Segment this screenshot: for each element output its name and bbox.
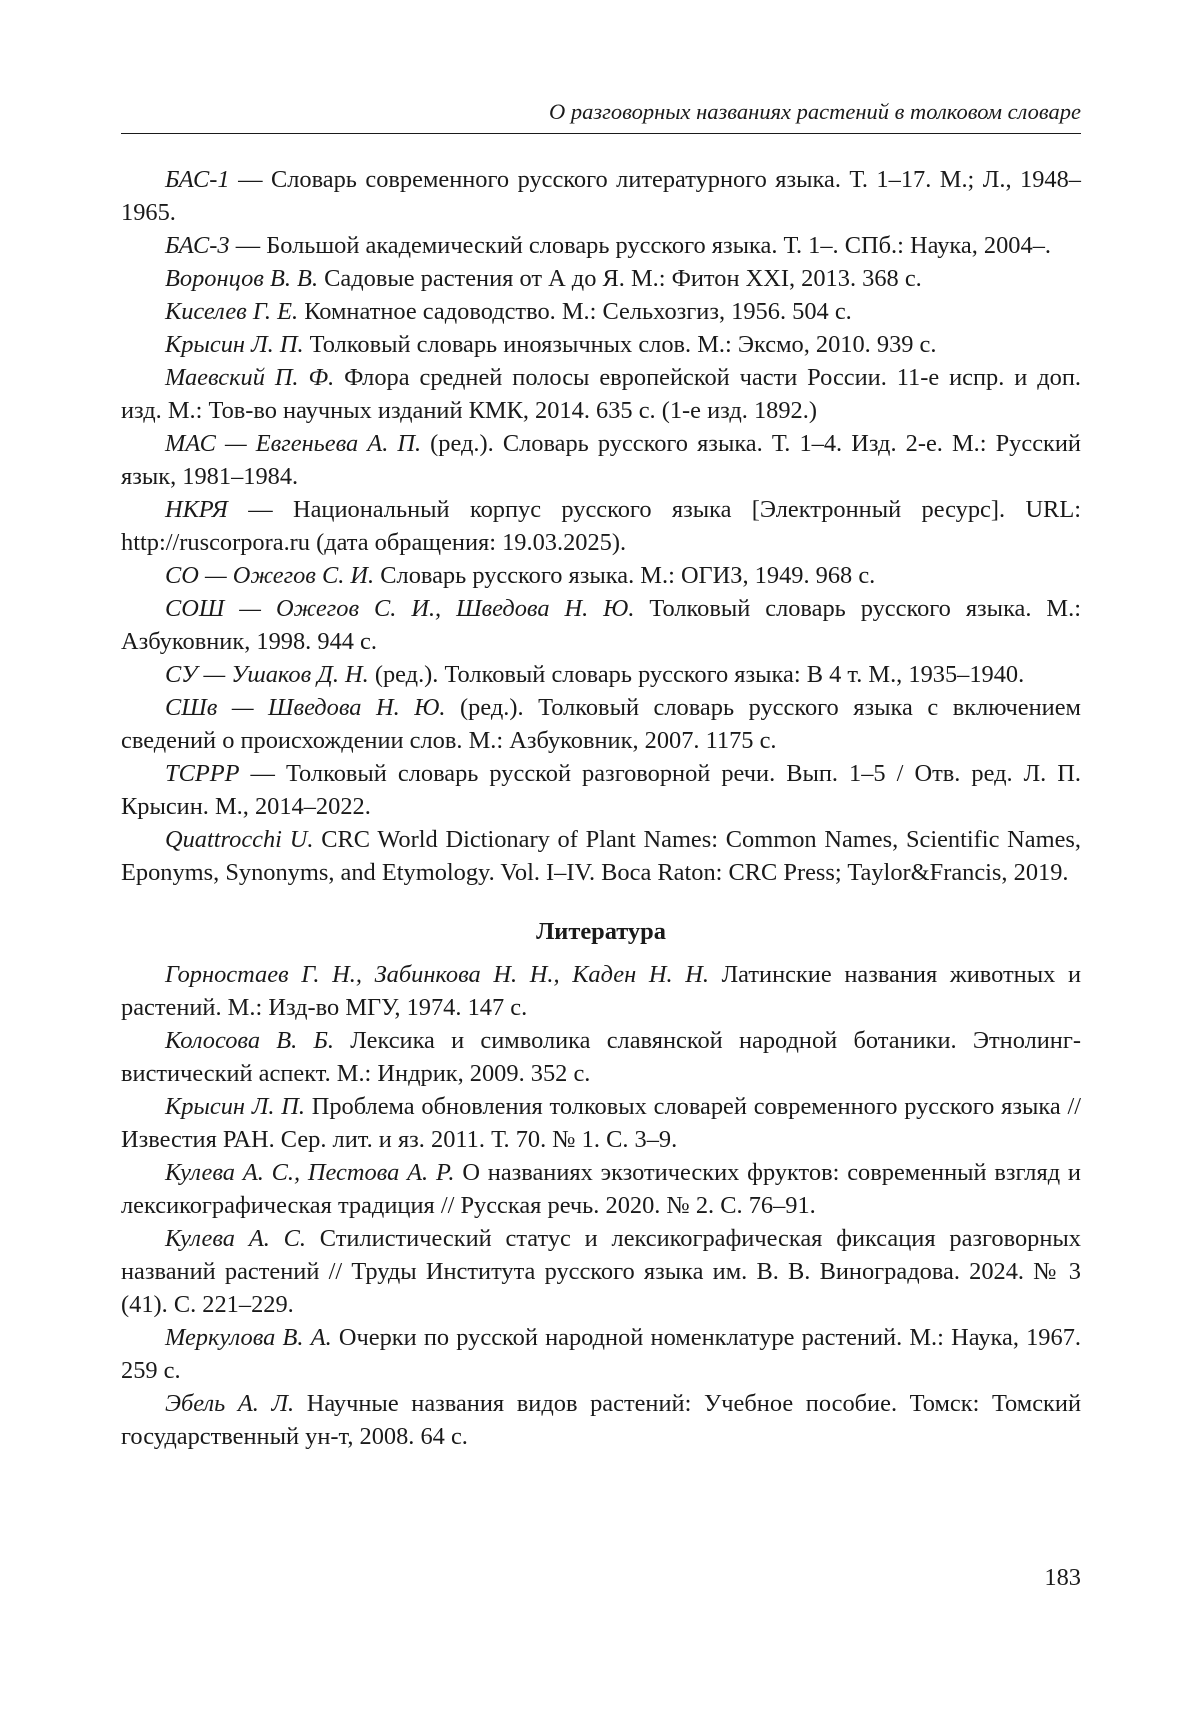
source-entry [121, 427, 1081, 493]
entry-text: Лексика и символика славянской народной ботаники. Этнолингвистический аспект. М.: Индрик, 2009. 352 с. [121, 1027, 1081, 1087]
source-entry [121, 691, 1081, 757]
entry-author: БАС-1 [165, 166, 230, 193]
entry-text: — Словарь современного русского литературного языка. Т. 1–17. М.; Л., 1948–1965. [121, 166, 1081, 226]
entry-text: Толковый словарь русского языка. М.: Азбуковник, 1998. 944 с. [121, 595, 1081, 655]
source-entry [121, 658, 1081, 691]
entry-text: Проблема обновления толковых словарей современного русского языка // Известия РАН. Сер. лит. и яз. 2011. Т. 70. № 1. С. 3–9. [121, 1093, 1081, 1153]
running-header: О разговорных названиях растений в толковом словаре [548, 99, 1081, 124]
page-content [121, 163, 1081, 1453]
entry-author: СО — Ожегов С. И. [165, 562, 375, 589]
entry-author: ТСРРР [165, 760, 240, 787]
literature-entry [121, 1090, 1081, 1156]
page-number: 183 [1044, 1564, 1081, 1591]
source-entry [121, 229, 1081, 262]
entry-text: Флора средней полосы европейской части России. 11-е испр. и доп. изд. М.: Тов-во научных изданий КМК, 2014. 635 с. (1-е изд. 1892.) [121, 364, 1081, 424]
entry-text: (ред.). Толковый словарь русского языка с включением сведений о происхождении слов. М.: Азбуковник, 2007. 1175 с. [121, 694, 1081, 754]
literature-entry [121, 1024, 1081, 1090]
literature-entry [121, 1387, 1081, 1453]
entry-text: О названиях экзотических фруктов: современный взгляд и лексикографическая традиция // Русская речь. 2020. № 2. С. 76–91. [121, 1159, 1081, 1219]
literature-entry [121, 1222, 1081, 1321]
entry-author: Киселев Г. Е. [165, 298, 299, 325]
entry-text: — Толковый словарь русской разговорной речи. Вып. 1–5 / Отв. ред. Л. П. Крысин. М., 2014–2022. [121, 760, 1081, 820]
literature-heading: Литература [536, 918, 666, 945]
entry-text: Латинские названия животных и растений. М.: Изд-во МГУ, 1974. 147 с. [121, 961, 1082, 1021]
header-rule [121, 133, 1081, 134]
entry-author: Quattrocchi U. [165, 826, 314, 853]
entry-author: Меркулова В. А. [165, 1324, 332, 1351]
entry-author: НКРЯ [165, 496, 228, 523]
literature-list [121, 958, 1081, 1453]
literature-entry [121, 958, 1081, 1024]
source-entry [121, 163, 1081, 229]
entry-text: Толковый словарь иноязычных слов. М.: Эксмо, 2010. 939 с. [303, 331, 937, 358]
source-entry [121, 823, 1081, 889]
entry-author: СШв — Шведова Н. Ю. [165, 694, 446, 721]
entry-text: (ред.). Словарь русского языка. Т. 1–4. Изд. 2-е. М.: Русский язык, 1981–1984. [121, 430, 1081, 490]
entry-author: СУ — Ушаков Д. Н. [165, 661, 369, 688]
entry-author: Крысин Л. П. [165, 1093, 305, 1120]
entry-author: Воронцов В. В. [165, 265, 319, 292]
literature-entry [121, 1156, 1081, 1222]
source-entry [121, 361, 1081, 427]
entry-author: БАС-3 [165, 232, 230, 259]
entry-text: (ред.). Толковый словарь русского языка: В 4 т. М., 1935–1940. [368, 661, 1025, 688]
entry-text: Садовые растения от А до Я. М.: Фитон XXI, 2013. 368 с. [318, 265, 922, 292]
entry-author: Кулева А. С., Пестова А. Р. [165, 1159, 455, 1186]
entry-author: МАС — Евгеньева А. П. [165, 430, 422, 457]
entry-text: Очерки по русской народной номенклатуре растений. М.: Наука, 1967. 259 с. [121, 1324, 1081, 1384]
source-entry [121, 592, 1081, 658]
source-entry [121, 328, 1081, 361]
entry-text: Научные названия видов растений: Учебное пособие. Томск: Томский государственный ун-т, 2008. 64 с. [121, 1390, 1082, 1450]
sources-list [121, 163, 1081, 889]
entry-author: Горностаев Г. Н., Забинкова Н. Н., Каден Н. Н. [165, 961, 709, 988]
entry-author: Крысин Л. П. [165, 331, 304, 358]
source-entry [121, 262, 1081, 295]
entry-author: СОШ — Ожегов С. И., Шведова Н. Ю. [165, 595, 635, 622]
entry-author: Кулева А. С. [165, 1225, 306, 1252]
entry-text: Стилистический статус и лексикографическая фиксация разговорных названий растений // Труды Института русского языка им. В. В. Виноградова. 2024. № 3 (41). С. 221–229. [121, 1225, 1082, 1318]
entry-author: Маевский П. Ф. [165, 364, 335, 391]
entry-author: Эбель А. Л. [165, 1390, 295, 1417]
entry-text: CRC World Dictionary of Plant Names: Common Names, Scientific Names, Eponyms, Synonyms, and Etymology. Vol. I–IV. Boca Raton: CRC Press; Taylor&Francis, 2019. [121, 826, 1081, 886]
source-entry [121, 757, 1081, 823]
source-entry [121, 559, 1081, 592]
source-entry [121, 493, 1081, 559]
entry-text: — Национальный корпус русского языка [Электронный ресурс]. URL: http://ruscorpora.ru (дата обращения: 19.03.2025). [121, 496, 1081, 556]
literature-entry [121, 1321, 1081, 1387]
entry-text: Словарь русского языка. М.: ОГИЗ, 1949. 968 с. [374, 562, 876, 589]
entry-author: Колосова В. Б. [165, 1027, 334, 1054]
entry-text: Комнатное садоводство. М.: Сельхозгиз, 1956. 504 с. [298, 298, 852, 325]
source-entry [121, 295, 1081, 328]
entry-text: — Большой академический словарь русского языка. Т. 1–. СПб.: Наука, 2004–. [229, 232, 1051, 259]
